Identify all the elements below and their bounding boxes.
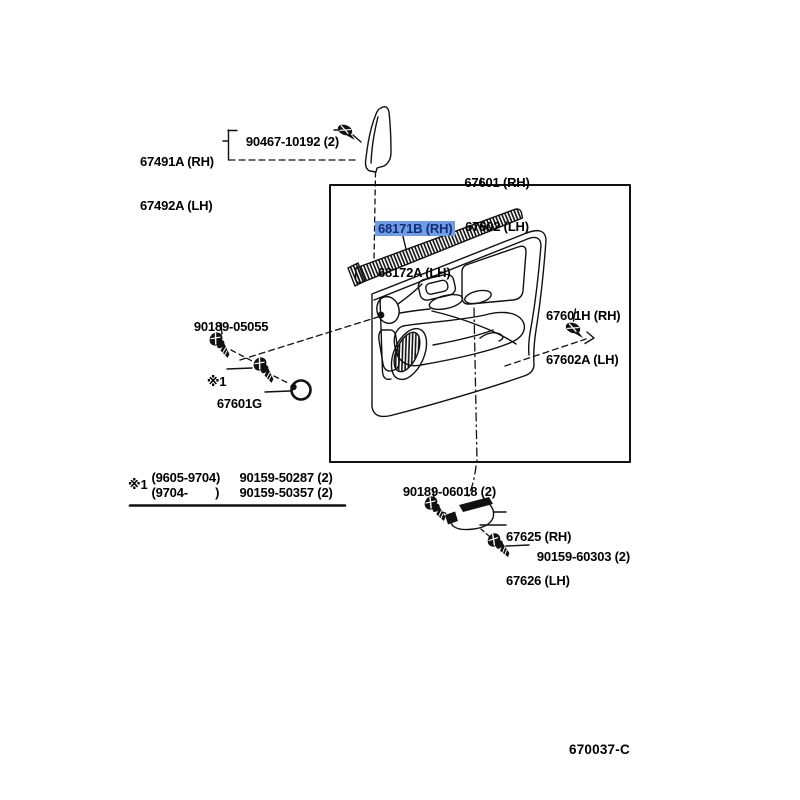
callout-bracket-screw[interactable] — [396, 470, 496, 499]
note-range: (9605-9704) — [151, 470, 221, 485]
callout-board-clip[interactable] — [546, 280, 620, 382]
part-number-67601[interactable]: 67601 (RH) — [464, 175, 530, 190]
grommet-leader-dashed — [274, 376, 290, 384]
callout-corner-trim[interactable] — [140, 126, 214, 228]
callout-grommet[interactable] — [210, 382, 262, 411]
part-number-90189-05055[interactable]: 90189-05055 — [193, 318, 269, 334]
part-number-90189-06018[interactable]: 90189-06018 (2) — [402, 483, 496, 499]
note-part-number: 90159-50287 (2) — [239, 470, 333, 485]
part-number-67602[interactable]: 67602 (LH) — [465, 218, 529, 234]
part-number-90159-60303[interactable]: 90159-60303 (2) — [536, 548, 630, 564]
part-number-90467-10192[interactable]: 90467-10192 (2) — [245, 133, 339, 149]
note-row — [151, 485, 332, 500]
pull-bracket-drawing — [445, 497, 506, 530]
part-number-67625[interactable]: 67625 (RH) — [506, 529, 572, 544]
note-ref-marker: ※1 — [128, 477, 148, 492]
part-number-67602A[interactable]: 67602A (LH) — [546, 351, 619, 367]
drawing-code: 670037-C — [569, 742, 630, 757]
note-row — [151, 470, 332, 485]
part-number-68172A[interactable]: 68172A (LH) — [378, 264, 451, 280]
part-number-67601G[interactable]: 67601G — [216, 395, 262, 411]
ref-marker-1: ※1 — [206, 373, 227, 389]
callout-corner-clip[interactable] — [239, 120, 339, 149]
grommet-icon — [265, 381, 311, 400]
selected-part-number-68171B[interactable]: 68171B (RH) — [375, 221, 455, 236]
callout-weatherstrip[interactable] — [378, 193, 455, 295]
callout-trim-board[interactable] — [454, 147, 540, 249]
bracket-dashed-lower — [481, 529, 490, 537]
note-part-number: 90159-50357 (2) — [239, 485, 333, 500]
callout-upper-screw[interactable] — [187, 305, 268, 334]
callout-bracket-lower-screw[interactable] — [530, 535, 630, 564]
bracket-centerline — [474, 308, 477, 461]
note-range: (9704- ) — [151, 485, 220, 500]
corner-trim-drawing — [366, 107, 392, 172]
ref1-screw-icon — [227, 355, 281, 383]
part-number-67626[interactable]: 67626 (LH) — [506, 572, 570, 588]
part-number-67492A[interactable]: 67492A (LH) — [140, 197, 213, 213]
part-number-67491A[interactable]: 67491A (RH) — [140, 154, 214, 169]
part-number-67601H[interactable]: 67601H (RH) — [546, 308, 621, 323]
substitution-note — [128, 470, 333, 500]
